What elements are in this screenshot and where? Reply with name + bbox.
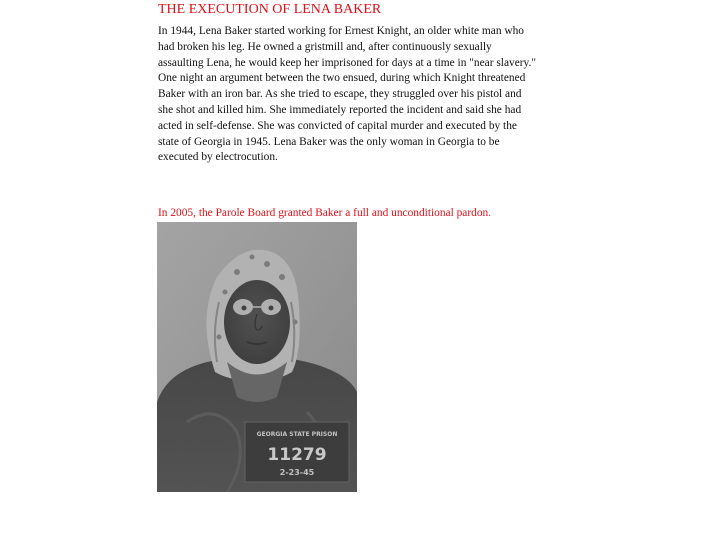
pardon-note: In 2005, the Parole Board granted Baker a full and unconditional pardon.	[158, 207, 492, 219]
paragraph-line: she shot and killed him. She immediately reported the incident and said she had	[158, 103, 522, 116]
paragraph-line: state of Georgia in 1945. Lena Baker was the only woman in Georgia to be	[158, 135, 500, 148]
story-paragraph	[158, 24, 578, 166]
sign-date: 2-23-45	[279, 468, 315, 477]
paragraph-line: had broken his leg. He owned a gristmill and, after continuously sexually	[158, 40, 492, 53]
sign-number: 11279	[267, 445, 327, 465]
sign-header: GEORGIA STATE PRISON	[256, 431, 338, 438]
paragraph-line: Baker with an iron bar. As she tried to escape, they struggled over his pistol and	[158, 88, 522, 101]
paragraph-line: acted in self-defense. She was convicted of capital murder and executed by the	[158, 119, 517, 132]
paragraph-line: In 1944, Lena Baker started working for Ernest Knight, an older white man who	[158, 25, 524, 37]
paragraph-line: assaulting Lena, he would keep her imprisoned for days at a time in "near slavery."	[158, 56, 537, 69]
paragraph-line: executed by electrocution.	[158, 151, 278, 164]
page-title: THE EXECUTION OF LENA BAKER	[158, 2, 382, 17]
paragraph-line: One night an argument between the two ensued, during which Knight threatened	[158, 72, 526, 85]
mugshot-photo	[157, 222, 357, 492]
